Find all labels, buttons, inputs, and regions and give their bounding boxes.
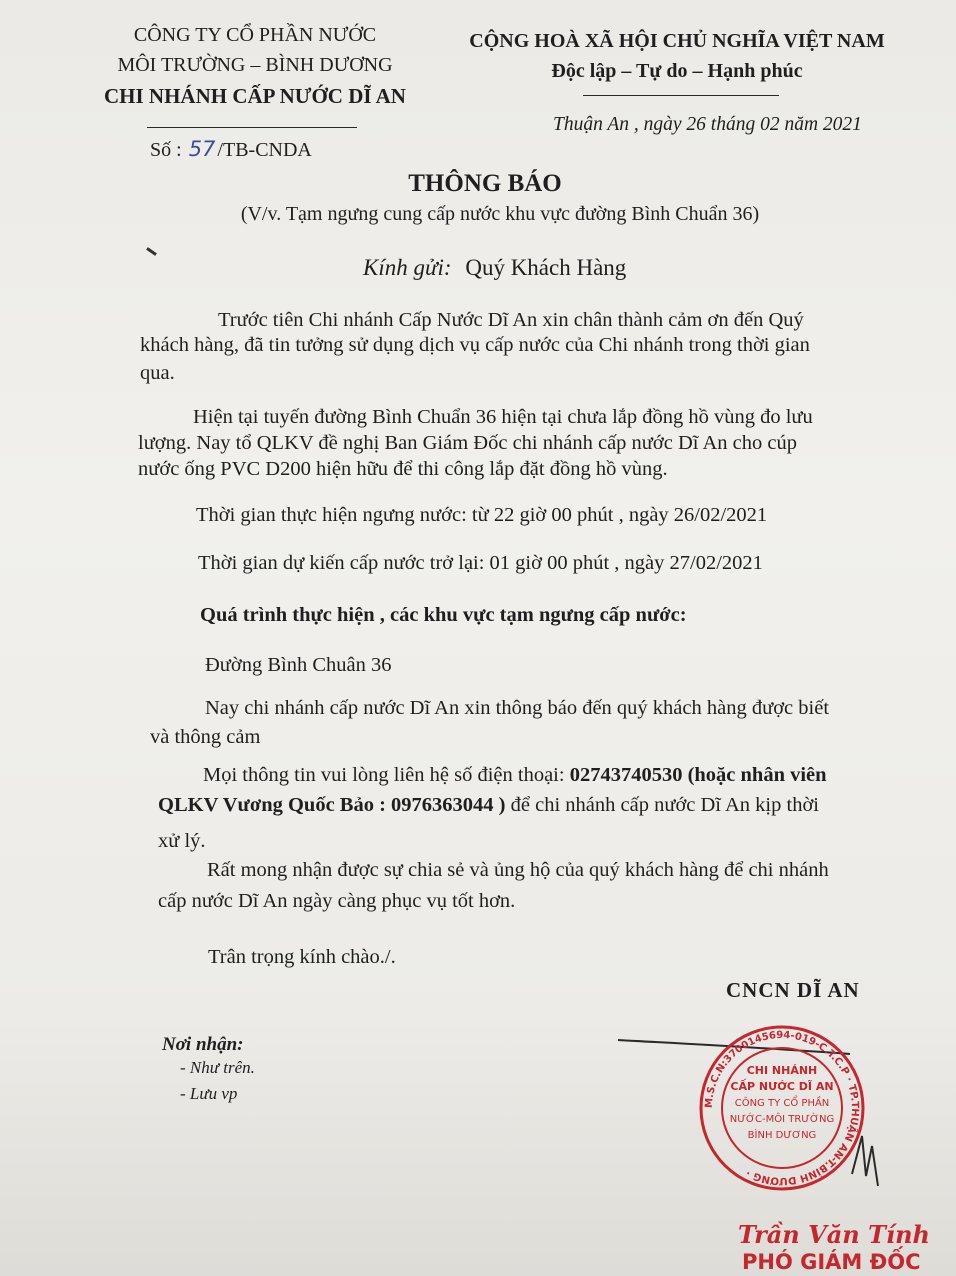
greeting-recipient: Quý Khách Hàng [465, 255, 627, 280]
affected-area: Đường Bình Chuân 36 [205, 654, 392, 676]
greeting [363, 255, 626, 281]
contact-staff: QLKV Vương Quốc Bảo : 0976363044 ) [158, 794, 506, 816]
resume-time: Thời gian dự kiến cấp nước trở lại: 01 giờ 00 phút , ngày 27/02/2021 [198, 552, 763, 574]
paragraph-1-line1: Trước tiên Chi nhánh Cấp Nước Dĩ An xin chân thành cảm ơn đến Quý [218, 309, 804, 331]
paragraph-2-line2: lượng. Nay tổ QLKV đề nghị Ban Giám Đốc chi nhánh cấp nước Dĩ An cho cúp [138, 432, 797, 454]
contact-text: Mọi thông tin vui lòng liên hệ số điện thoại: [203, 764, 570, 786]
paragraph-2-line1: Hiện tại tuyến đường Bình Chuẩn 36 hiện tại chưa lắp đồng hồ vùng đo lưu [193, 406, 813, 428]
document-date: Thuận An , ngày 26 tháng 02 năm 2021 [553, 114, 862, 135]
paragraph-3-line2: và thông cảm [150, 726, 261, 748]
national-motto: Độc lập – Tự do – Hạnh phúc [551, 60, 803, 82]
document-number-handwritten: 57 [188, 137, 216, 161]
paragraph-5-line2: cấp nước Dĩ An ngày càng phục vụ tốt hơn. [158, 890, 516, 912]
signer-name: Trần Văn Tính [738, 1220, 930, 1249]
ink-mark [146, 247, 157, 256]
paragraph-1-line3: qua. [140, 362, 175, 384]
company-name-line2: MÔI TRƯỜNG – BÌNH DƯƠNG [117, 54, 393, 76]
branch-name: CHI NHÁNH CẤP NƯỚC DĨ AN [104, 84, 406, 108]
paragraph-4-line2 [158, 790, 819, 820]
document-subtitle: (V/v. Tạm ngưng cung cấp nước khu vực đường Bình Chuẩn 36) [240, 203, 760, 225]
stamp-line-4: NƯỚC-MÔI TRƯỜNG [729, 1114, 835, 1125]
stop-time: Thời gian thực hiện ngưng nước: từ 22 giờ 00 phút , ngày 26/02/2021 [196, 504, 768, 526]
contact-text-2: để chi nhánh cấp nước Dĩ An kịp thời [505, 794, 819, 816]
paragraph-3-line1: Nay chi nhánh cấp nước Dĩ An xin thông báo đến quý khách hàng được biết [205, 697, 830, 719]
document-number-suffix: /TB-CNDA [217, 139, 312, 161]
paragraph-4-line3: xử lý. [158, 830, 206, 852]
paragraph-5-line1: Rất mong nhận được sự chia sẻ và ủng hộ của quý khách hàng để chi nhánh [207, 859, 829, 881]
left-header-rule [147, 127, 357, 128]
paragraph-1-line2: khách hàng, đã tin tưởng sử dụng dịch vụ cấp nước của Chi nhánh trong thời gian [140, 334, 810, 356]
paragraph-4-line1 [203, 760, 827, 790]
company-name-line1: CÔNG TY CỔ PHẦN NƯỚC [133, 24, 377, 46]
section-heading: Quá trình thực hiện , các khu vực tạm ngưng cấp nước: [200, 604, 687, 626]
document-title: THÔNG BÁO [408, 170, 562, 197]
document-number [150, 137, 312, 162]
stamp-line-1: CHI NHÁNH [746, 1064, 818, 1077]
national-title: CỘNG HOÀ XÃ HỘI CHỦ NGHĨA VIỆT NAM [469, 30, 885, 52]
stamp-line-3: CÔNG TY CỔ PHẦN [734, 1098, 830, 1109]
document-number-prefix: Số : [150, 139, 182, 161]
recipient-item-2: - Lưu vp [180, 1084, 238, 1103]
signature-org: CNCN DĨ AN [726, 978, 860, 1002]
stamp-ring-text: M.S.C.N:3700145694-019-C.T.C.P · TP.THUẬN AN-T.BÌNH DƯƠNG · [703, 1029, 861, 1187]
contact-phone: 02743740530 (hoặc nhân viên [569, 764, 827, 786]
stamp-line-5: BÌNH DƯƠNG [747, 1130, 817, 1141]
signer-position: PHÓ GIÁM ĐỐC [742, 1250, 921, 1274]
recipient-item-1: - Như trên. [180, 1058, 255, 1077]
paragraph-2-line3: nước ống PVC D200 hiện hữu để thi công lắp đặt đồng hồ vùng. [138, 458, 668, 480]
greeting-label: Kính gửi: [363, 255, 452, 280]
recipients-label: Nơi nhận: [162, 1034, 244, 1055]
stamp-line-2: CẤP NƯỚC DĨ AN [730, 1080, 834, 1093]
closing: Trân trọng kính chào./. [208, 946, 396, 968]
company-stamp-icon [698, 1024, 866, 1192]
right-header-rule [583, 95, 779, 96]
